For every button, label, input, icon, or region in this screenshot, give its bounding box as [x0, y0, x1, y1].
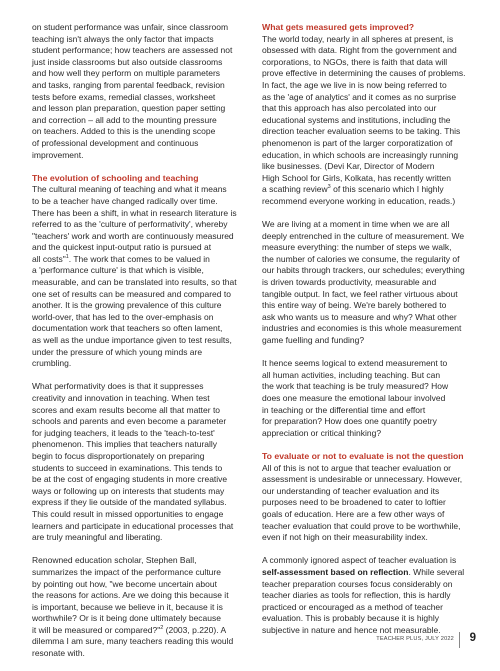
page-footer	[350, 632, 478, 648]
text-run: Renowned education scholar, Stephen Ball, summarizes the impact of the performance culture by pointing out how, "we become uncertain about the reasons for actions. Are we doing this because it is important, because we believe in it, because it is worthwhile? Or is it being done ultimately because it will be measured or compared?"	[32, 555, 229, 635]
section-heading-measured: What gets measured gets improved?	[262, 22, 415, 32]
section-heading-evolution: The evolution of schooling and teaching	[32, 172, 199, 183]
section-heading-evaluate: To evaluate or not to evaluate is not the question	[262, 450, 464, 461]
paragraph: What performativity does is that it suppresses creativity and innovation in teaching. When test scores and exam results become all that matter to schools and parents and even become a parameter for judging teachers, it leads to the 'teach-to-test' phenomenon. This implies that teachers naturally begin to focus disproportionately on preparing students to succeed in examinations. This tends to be at the cost of engaging students in more creative ways or following up on interests that students may express if they lie outside of the mandated syllabus. This could result in missed opportunities to engage learners and participate in educational processes that are truly meaningful and liberating.	[32, 381, 234, 543]
paragraph: All of this is not to argue that teacher evaluation or assessment is undesirable or unnecessary. However, our understanding of teacher evaluation and its purposes need to be broadened to cater to loftier goals of education. Here are a few other ways of teacher evaluation that could prove to be worthwhile, even if not high on their measurability index.	[262, 462, 463, 543]
text-run: . While several teacher preparation courses focus considerably on teacher diaries as tools for reflection, this is hardly practiced or encouraged as a method of teacher evaluation. This is probably because it is highly subjective in nature and hence not measurable.	[262, 566, 465, 635]
text-run: of this scenario which I highly recommend everyone working in education, reads.)	[262, 184, 456, 206]
footnote-marker: 2	[160, 625, 164, 632]
footer-divider	[459, 632, 460, 648]
paragraph	[32, 184, 250, 370]
right-column	[262, 22, 480, 648]
bold-phrase: self-assessment based on reflection	[262, 566, 409, 577]
page-number: 9	[469, 632, 476, 644]
paragraph: on student performance was unfair, since classroom teaching isn't always the only factor that impacts student performance; how teachers are assessed not just inside classrooms but also outside classrooms and how well they perform on multiple parameters and tasks, ranging from parental feedback, revision tests before exams, remedial classes, worksheet and lesson plan preparation, question paper setting and correction – all add to the mounting pressure on teachers. Added to this is the unending scope of professional development and continuous improvement.	[32, 22, 233, 160]
paragraph	[262, 34, 480, 208]
text-run: A commonly ignored aspect of teacher evaluation is	[262, 555, 457, 566]
text-run: . The work that comes to be valued in a 'performance culture' is that which is visible, measurable, and can be translated into results, so that one set of results can be measured and compared to another. It is the growing prevalence of this culture world-over, that has led to the over-emphasis on documentation work that teachers so often lament, as well as the undue importance given to test results, under the pressure of which young minds are crumbling.	[32, 253, 237, 369]
text-run: The cultural meaning of teaching and what it means to be a teacher have changed radically over time. There has been a shift, in what in research literature is referred to as the 'culture of performativity', whereby "teachers' work and worth are continuously measured and the quickest input-output ratio is pursued at all costs"	[32, 184, 237, 264]
footnote-marker: 3	[327, 184, 331, 191]
paragraph: We are living at a moment in time when we are all deeply entrenched in the culture of measurement. We measure everything: the number of steps we walk, the number of calories we consume, the regularity of our habits through trackers, our schedules; everything is driven towards productivity, measurable and tangible output. In fact, we feel rather virtuous about this entire way of being. We're barely bothered to ask who wants us to measure and why? What other industries and economies is this whole measurement game fuelling and funding?	[262, 219, 465, 346]
paragraph: It hence seems logical to extend measurement to all human activities, including teaching. But can the work that teaching is be truly measured? How does one measure the emotional labour involved in teaching or the differential time and effort for preparation? How does one quantify poetry appreciation or critical thinking?	[262, 358, 449, 438]
footnote-marker: 1	[65, 254, 69, 261]
text-run: (2003, p.220). A dilemma I am sure, many teachers reading this would resonate with.	[32, 624, 234, 659]
left-column	[32, 22, 250, 671]
publication-name: TEACHER PLUS, JULY 2022	[376, 636, 454, 642]
text-run: The world today, nearly in all spheres at present, is obsessed with data. Right from the government and corporations, to NGOs, there is faith that data will prove effective in determining the causes of problems. In fact, the age we live in is now being referred to as the 'age of analytics' and it comes as no surprise that this approach has also percolated into our educational systems and institutions, including the direction teacher evaluation seems to be taking. This phenomenon is part of the larger corporatization of education, in which schools are increasingly running like businesses. (Devi Kar, Director of Modern High School for Girls, Kolkata, has recently written a scathing review	[262, 33, 466, 195]
paragraph	[262, 555, 480, 636]
paragraph	[32, 555, 250, 659]
